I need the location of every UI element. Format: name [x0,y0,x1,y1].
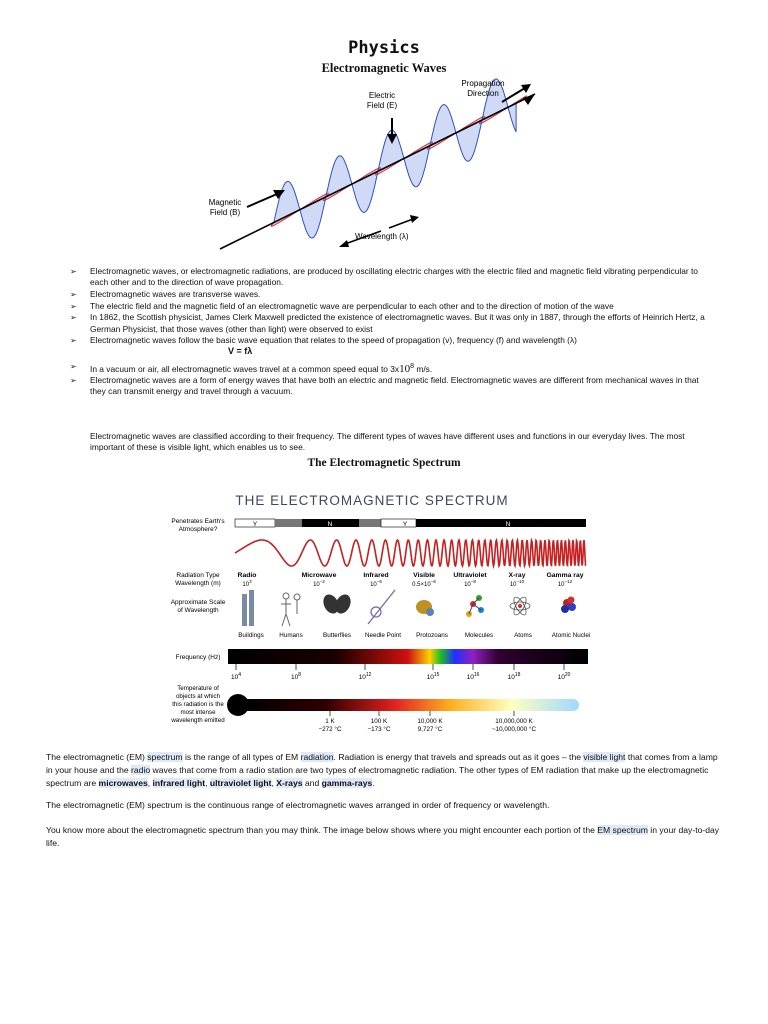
svg-text:Approximate Scale: Approximate Scale [170,599,226,606]
temperature-label-line: wavelength emitted [171,717,225,724]
svg-text:of Wavelength: of Wavelength [177,607,219,614]
electric-label-2: Field (E) [366,101,398,110]
svg-text:Y: Y [252,521,258,528]
wavelength-label: Wavelength (λ) [355,232,409,241]
buildings-icon [242,590,254,626]
radiation-type-name: Ultraviolet [453,572,487,579]
atmosphere-bar [235,519,586,528]
scale-labels [238,632,590,639]
frequency-value: $10^{18}$ [507,672,521,681]
page-title: Physics [348,38,420,58]
bullet-list [70,266,710,398]
radiation-wavelength: $10^{-12}$ [557,579,573,588]
svg-text:Atmosphere?: Atmosphere? [178,526,218,533]
temperature-label [170,685,225,724]
svg-text:Wavelength (m): Wavelength (m) [175,580,221,587]
scale-item-label: Atomic Nuclei [551,632,591,639]
molecule-icon [466,595,484,617]
radiation-type-name: Visible [413,572,435,579]
radiation-wavelength: $10^{-5}$ [370,579,382,588]
arrow-bullet-icon: ➢ [70,313,77,323]
em-definition-paragraph: The electromagnetic (EM) spectrum is the continuous range of electromagnetic waves arranged in order of frequency or wavelength. [46,800,550,810]
wave-equation: V = fλ [228,346,253,357]
radiation-wavelength: $0.5\times 10^{-6}$ [412,579,436,588]
frequency-value: $10^4$ [230,672,242,681]
frequency-value: $10^8$ [290,672,302,681]
svg-text:Radiation Type: Radiation Type [176,572,220,579]
protozoan-icon [416,600,434,616]
scale-item-label: Protozoans [416,632,448,639]
needle-icon [368,590,395,624]
scale-item-label: Molecules [464,632,494,639]
frequency-value: $10^{20}$ [557,672,571,681]
radiation-wavelength: $10^{-10}$ [509,579,525,588]
microwaves-link[interactable]: microwaves [98,778,148,788]
radiation-type-name: Infrared [363,572,389,579]
visible-light-link[interactable]: visible light [583,752,626,762]
frequency-bar [228,649,588,664]
list-item: ➢ Electromagnetic waves, or electromagnetic radiations, are produced by oscillating electric charges with the electric filed and magnetic field vibrating perpendicular to each other and to the direction of wave propagation. [70,266,698,288]
arrow-bullet-icon: ➢ [70,289,77,299]
scale-item-label: Needle Point [364,632,402,639]
svg-text:Frequency (Hz): Frequency (Hz) [175,654,221,661]
em-spectrum-figure [150,486,595,741]
temperature-celsius: 9,727 °C [417,726,443,733]
list-item: ➢ In 1862, the Scottish physicist, James Clerk Maxwell predicted the existence of electromagnetic waves. But it was only in 1887, through the efforts of Heinrich Hertz, a German Physicist, that those waves (other than light) were observed to exist [70,312,705,334]
radiation-wavelength: $10^3$ [242,579,252,588]
spectrum-figure-title: THE ELECTROMAGNETIC SPECTRUM [235,493,509,508]
svg-text:Y: Y [402,521,408,528]
infrared-link[interactable]: infrared light [152,778,206,788]
spectrum-heading: The Electromagnetic Spectrum [307,457,461,469]
arrow-bullet-icon: ➢ [70,336,77,346]
temperature-label-line: most intense [180,709,216,716]
radiation-type-name: Gamma ray [546,572,584,579]
propagation-label-2: Direction [467,89,499,98]
em-spectrum-link[interactable]: EM spectrum [597,825,648,835]
temperature-celsius: −173 °C [367,726,391,733]
em-spectrum-paragraph: The electromagnetic (EM) spectrum is the range of all types of EM radiation. Radiation is energy that travels and spreads out as it goes – the visible light that comes from a lamp in your house and the radio waves that come from a radio station are two types of electromagnetic radiation. The other types of EM radiation that make up the electromagnetic spectrum are microwaves, infrared light, ultraviolet light, X-rays and gamma-rays. [46,752,718,788]
magnetic-label-2: Field (B) [209,208,241,217]
temperature-label-line: Temperature of [177,685,219,692]
radio-link[interactable]: radio [131,765,151,775]
nucleus-icon [561,597,576,614]
radiation-type-name: Radio [237,572,257,579]
radiation-wavelength: $10^{-2}$ [313,579,325,588]
arrow-bullet-icon: ➢ [70,267,77,276]
em-wave-diagram [195,72,555,272]
temperature-kelvin: 100 K [370,718,388,725]
em-everyday-paragraph: You know more about the electromagnetic spectrum than you may think. The image below shows where you might encounter each portion of the EM spectrum in your day-to-day life. [46,825,720,848]
frequency-value: $10^{12}$ [358,672,372,681]
radiation-type-name: Microwave [301,572,337,579]
svg-text:N: N [505,521,511,528]
list-item: ➢ Electromagnetic waves are transverse waves. [70,288,261,299]
temperature-ticks [319,711,537,733]
temperature-label-line: this radiation is the [172,701,224,708]
list-item: ➢ Electromagnetic waves are a form of energy waves that have both an electric and magnetic field. Electromagnetic waves are different from mechanical waves in that they can transmit energy and travel through a vacuum. [70,375,699,397]
butterfly-icon [320,592,353,616]
temperature-kelvin: 10,000,000 K [495,718,533,725]
xrays-link[interactable]: X-rays [276,778,303,788]
list-item: ➢ The electric field and the magnetic field of an electromagnetic wave are perpendicular to each other and to the direction of motion of the wave [70,300,614,311]
scale-item-label: Butterflies [323,632,351,639]
svg-text:N: N [327,521,333,528]
gamma-rays-link[interactable]: gamma-rays [321,778,373,788]
scale-item-label: Buildings [238,632,264,639]
temperature-celsius: ~10,000,000 °C [491,726,537,733]
frequency-ticks [231,664,571,681]
scale-item-label: Atoms [514,632,532,639]
list-item: ➢ In a vacuum or air, all electromagnetic waves travel at a common speed equal to $3x10^8$ m/s. [70,361,433,375]
arrow-bullet-icon: ➢ [70,361,77,371]
temperature-kelvin: 1 K [325,718,335,725]
list-item: ➢ Electromagnetic waves follow the basic wave equation that relates to the speed of propagation (v), frequency (f) and wavelength (λ) V = fλ [70,335,710,357]
classification-paragraph: Electromagnetic waves are classified according to their frequency. The different types of waves have different uses and functions in our everyday lives. The most important of these is visible light, which enables us to see. [90,431,685,453]
arrow-bullet-icon: ➢ [70,301,77,311]
temperature-celsius: −272 °C [318,726,342,733]
page-subtitle: Electromagnetic Waves [321,61,447,75]
radiation-types [238,572,584,588]
radiation-wavelength: $10^{-8}$ [464,579,476,588]
atom-icon [510,595,530,616]
scale-item-label: Humans [279,632,303,639]
arrow-bullet-icon: ➢ [70,376,77,386]
frequency-value: $10^{15}$ [426,672,440,681]
ultraviolet-link[interactable]: ultraviolet light [209,778,272,788]
humans-icon [281,593,300,626]
propagation-label: Propagation [461,79,505,88]
temperature-label-line: objects at which [175,693,221,700]
radiation-link[interactable]: radiation [300,752,334,762]
magnetic-label: Magnetic [208,198,242,207]
spectrum-link[interactable]: spectrum [147,752,183,762]
temperature-kelvin: 10,000 K [417,718,443,725]
electric-label: Electric [368,91,396,100]
wavelength-wave [235,540,586,566]
frequency-value: $10^{16}$ [466,672,480,681]
svg-text:Penetrates Earth's: Penetrates Earth's [171,518,225,525]
temperature-bar [242,699,579,711]
radiation-type-name: X-ray [508,572,526,579]
propagation-axis [220,94,535,249]
